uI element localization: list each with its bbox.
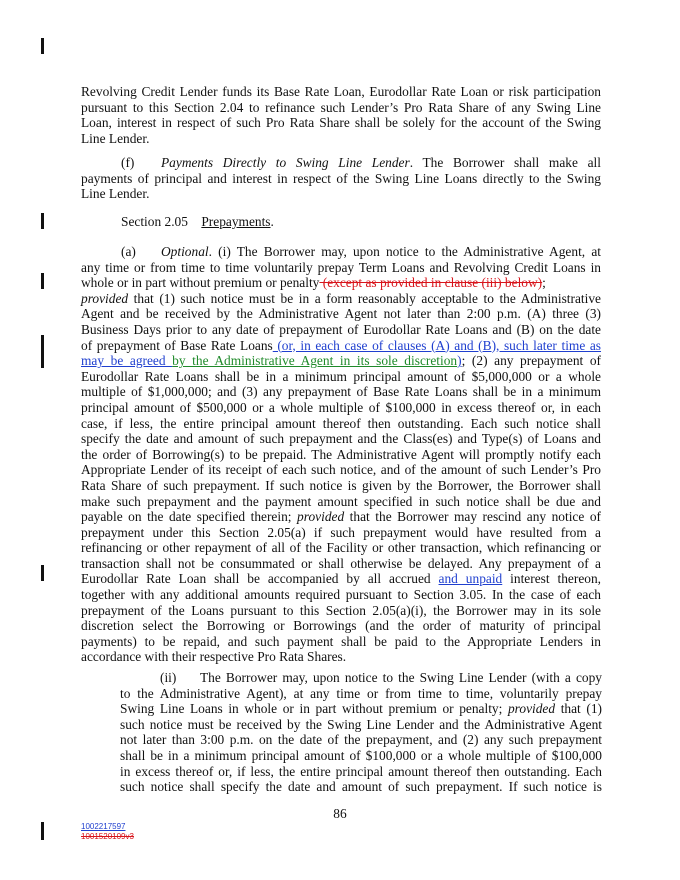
- text-line: Swing Line Loans in whole or in part without premium or penalty; provided that (1): [120, 701, 603, 717]
- change-bar: [41, 273, 44, 289]
- text-line: principal amount of $500,000 or a whole multiple of $100,000 in excess thereof or, in each: [81, 399, 601, 415]
- text-line: whole or in part without premium or penalty (except as provided in clause (iii) below);: [81, 275, 546, 291]
- page-number: 86: [333, 806, 347, 821]
- text-line: specify the date and amount of such prepayment and the Class(es) and Type(s) of Loans and: [81, 431, 601, 447]
- text-line: multiple of $1,000,000; and (3) any prepayment of Base Rate Loans shall be in a minimum: [81, 384, 601, 400]
- text-line: Revolving Credit Lender funds its Base Rate Loan, Eurodollar Rate Loan or risk participation: [81, 84, 601, 99]
- text-line: payments) to be repaid, and such payment shall be paid to the Appropriate Lenders in: [81, 633, 601, 649]
- text-line: prepayment of the Loans pursuant to this Section 2.05(a)(i), the Borrower may in its sole: [81, 602, 601, 618]
- text-line: transaction shall not be consummated or shall otherwise be delayed. Any prepayment of a: [81, 555, 601, 571]
- continuation-paragraph: [81, 84, 601, 146]
- text-line: Appropriate Lender of its receipt of each such notice, and of the amount of such Lender’s Pro: [81, 462, 601, 478]
- text-line: may be agreed by the Administrative Agent in its sole discretion); (2) any prepayment of: [81, 353, 602, 369]
- text-line: the order of Borrowing(s) to be prepaid. The Administrative Agent will promptly notify each: [81, 446, 601, 462]
- text-line: to the Administrative Agent), at any time or from time to time, voluntarily prepay: [120, 685, 602, 701]
- text-line: (ii) The Borrower may, upon notice to the Swing Line Lender (with a copy: [160, 670, 602, 685]
- text-line: in excess thereof or, if less, the entire principal amount thereof then outstanding. Each: [120, 763, 602, 779]
- text-line: shall be in a minimum principal amount of $100,000 or a whole multiple of $100,000: [120, 747, 602, 763]
- text-line: Loan, interest in respect of such Pro Rata Share shall be solely for the account of the Swing: [81, 115, 601, 131]
- paragraph-ii: [120, 670, 602, 795]
- text-line: Line Lender.: [81, 186, 150, 202]
- text-line: prepayment under this Section 2.05(a) if such prepayment would have resulted from a: [81, 524, 601, 540]
- doc-id-old: 1001520109v3: [81, 832, 134, 841]
- text-line: (f) Payments Directly to Swing Line Lender. The Borrower shall make all: [121, 155, 601, 170]
- text-line: Section 2.05 Prepayments.: [121, 214, 274, 229]
- text-line: Agent and be received by the Administrative Agent not later than 2:00 p.m. (A) three (3): [81, 306, 601, 322]
- text-line: refinancing or other repayment of all of the Facility or other transaction, which refinancing or: [81, 540, 601, 556]
- change-bar: [41, 822, 44, 840]
- text-line: provided that (1) such notice must be in a form reasonably acceptable to the Administrative: [81, 290, 601, 306]
- text-line: pursuant to this Section 2.04 to refinance such Lender’s Pro Rata Share of any Swing Line: [81, 99, 601, 115]
- inserted-text: and unpaid: [438, 571, 503, 587]
- text-line: not later than 3:00 p.m. on the date of the prepayment, and (2) any such prepayment: [120, 732, 602, 748]
- text-line: case, if less, the entire principal amount thereof then outstanding. Each such notice shall: [81, 415, 601, 431]
- inserted-text: may be agreed: [81, 353, 173, 369]
- change-bar: [41, 565, 44, 581]
- change-bar: [41, 335, 44, 368]
- text-line: Eurodollar Rate Loans shall be in a minimum principal amount of $5,000,000 or a whole: [81, 368, 601, 384]
- change-bar: [41, 38, 44, 54]
- paragraph-a: [81, 244, 601, 665]
- section-title: Prepayments: [201, 214, 271, 229]
- text-line: accordance with their respective Pro Rata Shares.: [81, 649, 347, 665]
- text-line: Rata Share of such prepayment. If such notice is given by the Borrower, the Borrower shall: [81, 477, 601, 493]
- text-line: payable on the date specified therein; provided that the Borrower may rescind any notice of: [81, 509, 601, 525]
- text-line: Eurodollar Rate Loan shall be accompanied by all accrued and unpaid interest thereon,: [81, 571, 601, 587]
- inserted-text: ): [457, 353, 462, 369]
- paragraph-f: [81, 155, 601, 202]
- text-line: such notice shall specify the date and amount of such prepayment. If such notice is: [120, 779, 602, 795]
- text-line: Business Days prior to any date of prepayment of Eurodollar Rate Loans and (B) on the date: [81, 321, 601, 337]
- doc-id-new: 1002217597: [81, 822, 126, 831]
- text-line: of prepayment of Base Rate Loans (or, in each case of clauses (A) and (B), such later time as: [81, 337, 602, 353]
- text-line: Line Lender.: [81, 130, 150, 146]
- text-line: together with any additional amounts required pursuant to Section 3.05. In the case of each: [81, 587, 601, 603]
- moved-text: by the Administrative Agent in its sole discretion: [172, 353, 458, 369]
- text-line: discretion select the Borrowing or Borrowings (and the order of maturity of principal: [81, 618, 601, 634]
- text-line: (a) Optional. (i) The Borrower may, upon notice to the Administrative Agent, at: [121, 244, 601, 259]
- change-bar: [41, 213, 44, 229]
- deleted-text: (except as provided in clause (iii) below): [319, 275, 543, 291]
- text-line: such notice must be received by the Swing Line Lender and the Administrative Agent: [120, 716, 602, 732]
- text-line: payments of principal and interest in respect of the Swing Line Loans directly to the Swing: [81, 170, 601, 186]
- paragraph-f-title: Payments Directly to Swing Line Lender: [161, 155, 410, 170]
- text-line: any time or from time to time voluntarily prepay Term Loans and Revolving Credit Loans in: [81, 259, 601, 275]
- text-line: make such prepayment and the payment amount specified in such notice shall be due and: [81, 493, 601, 509]
- inserted-text: (or, in each case of clauses (A) and (B), such later time as: [272, 337, 602, 353]
- section-heading: [81, 214, 601, 230]
